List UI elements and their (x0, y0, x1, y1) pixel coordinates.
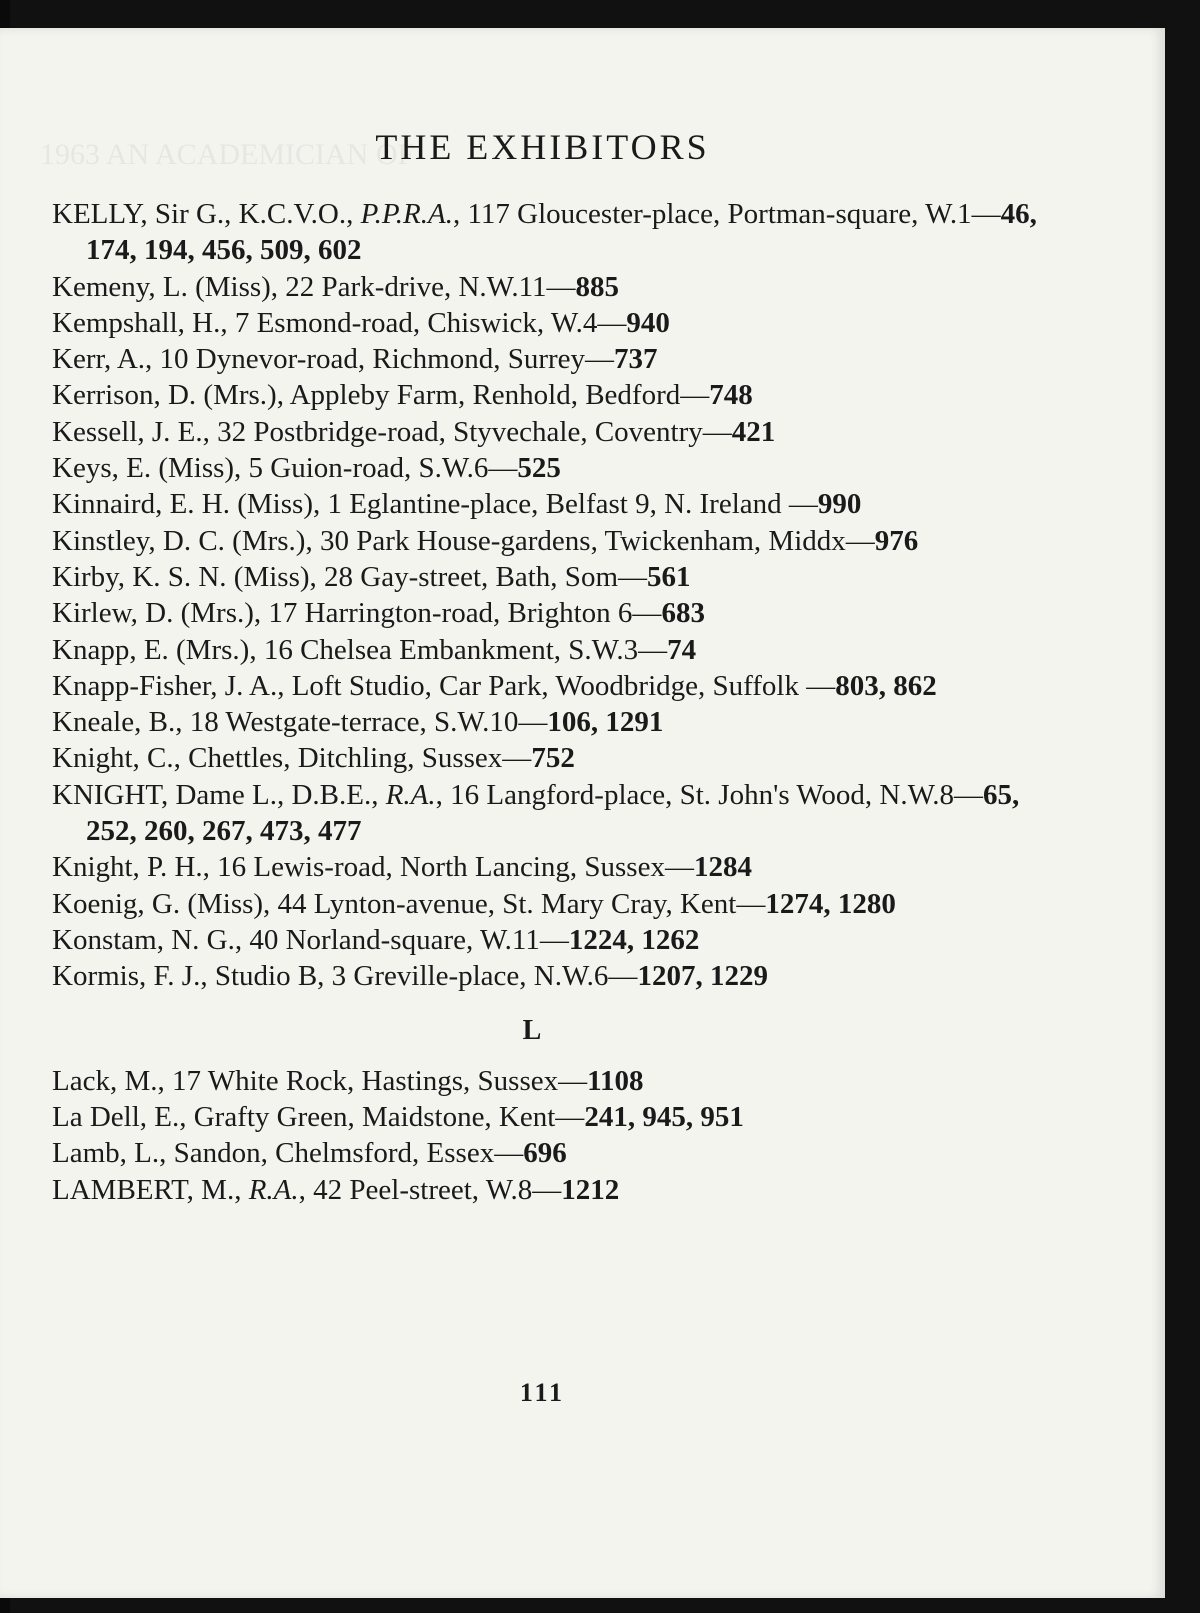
entry-name: KNIGHT, Dame L., D.B.E., (52, 778, 386, 811)
exhibitor-entry (52, 849, 1052, 885)
exhibitor-list (52, 196, 1052, 1208)
entry-nums: 803, 862 (835, 669, 937, 702)
entries-l (52, 1063, 1052, 1208)
entry-nums: 1284 (693, 851, 752, 884)
exhibitor-entry (52, 632, 1052, 668)
entry-name: Knight, C., Chettles, Ditchling, Sussex— (52, 742, 532, 775)
entry-nums: 1108 (587, 1064, 644, 1097)
entry-nums: 1207, 1229 (637, 960, 768, 993)
show-through-text: 1963 AN ACADEMICIAN OF (40, 138, 415, 171)
entry-name: Knapp, E. (Mrs.), 16 Chelsea Embankment, S.W.3— (52, 633, 668, 666)
entry-name: Kempshall, H., 7 Esmond-road, Chiswick, W.4— (52, 306, 627, 339)
entry-address: , 42 Peel-street, W.8— (298, 1173, 562, 1206)
entry-nums: 525 (517, 452, 561, 485)
exhibitor-entry (52, 1172, 1052, 1208)
entry-name: Kerrison, D. (Mrs.), Appleby Farm, Renhold, Bedford— (52, 379, 710, 412)
exhibitor-entry (52, 886, 1052, 922)
entry-nums: 990 (817, 488, 862, 521)
exhibitor-entry (52, 559, 1052, 595)
entry-name: Kessell, J. E., 32 Postbridge-road, Styvechale, Coventry— (52, 415, 732, 448)
exhibitor-entry (52, 341, 1052, 377)
entry-rank: R.A. (248, 1173, 299, 1206)
entry-nums: 683 (661, 597, 705, 630)
exhibitor-entry (52, 704, 1052, 740)
entry-name: Knight, P. H., 16 Lewis-road, North Lancing, Sussex— (52, 851, 694, 884)
entry-nums: 940 (626, 306, 670, 339)
entry-name: Kneale, B., 18 Westgate-terrace, S.W.10— (52, 706, 548, 739)
exhibitor-entry (52, 1063, 1052, 1099)
entry-name: Kemeny, L. (Miss), 22 Park-drive, N.W.11— (52, 270, 576, 303)
exhibitor-entry (52, 668, 1052, 704)
exhibitor-entry (52, 777, 1052, 850)
entry-name: Lack, M., 17 White Rock, Hastings, Sussex— (52, 1064, 588, 1097)
entry-name: Kinstley, D. C. (Mrs.), 30 Park House-gardens, Twickenham, Middx— (52, 524, 875, 557)
exhibitor-entry (52, 523, 1052, 559)
entry-nums: 421 (731, 415, 776, 448)
entry-name: LAMBERT, M., (52, 1173, 249, 1206)
entry-nums: 1224, 1262 (568, 923, 700, 956)
entry-name: Kirby, K. S. N. (Miss), 28 Gay-street, Bath, Som— (52, 560, 647, 593)
exhibitor-entry (52, 1099, 1052, 1135)
entry-nums: 752 (531, 742, 575, 775)
entry-name: Keys, E. (Miss), 5 Guion-road, S.W.6— (52, 452, 518, 485)
entry-name: KELLY, Sir G., K.C.V.O., (52, 198, 361, 230)
exhibitor-entry (52, 450, 1052, 486)
exhibitor-entry (52, 305, 1052, 341)
exhibitor-entry (52, 740, 1052, 776)
page-title: THE EXHIBITORS (375, 127, 710, 167)
entry-nums: 976 (874, 524, 919, 557)
exhibitor-entry (52, 958, 1052, 994)
entry-nums: 74 (667, 633, 697, 666)
entry-nums: 561 (647, 560, 691, 593)
entry-nums: 241, 945, 951 (584, 1101, 744, 1134)
entry-name: Knapp-Fisher, J. A., Loft Studio, Car Park, Woodbridge, Suffolk — (52, 669, 836, 702)
entry-name: Kirlew, D. (Mrs.), 17 Harrington-road, Brighton 6— (52, 597, 662, 630)
entry-nums: 46, 174, 194, 456, 509, 602 (86, 198, 1037, 267)
entry-address: , 117 Gloucester-place, Portman-square, W.1— (453, 198, 1001, 230)
entry-nums: 1212 (561, 1173, 620, 1206)
entry-name: Koenig, G. (Miss), 44 Lynton-avenue, St. Mary Cray, Kent— (52, 887, 766, 920)
entry-nums: 748 (709, 379, 753, 412)
entry-name: Kerr, A., 10 Dynevor-road, Richmond, Surrey— (52, 343, 615, 376)
entry-nums: 65, 252, 260, 267, 473, 477 (86, 778, 1020, 848)
entry-name: Lamb, L., Sandon, Chelmsford, Essex— (52, 1137, 524, 1170)
exhibitor-entry (52, 922, 1052, 958)
entry-nums: 696 (523, 1137, 567, 1170)
section-letter: L (522, 1014, 542, 1046)
entries-k (52, 196, 1052, 995)
entry-name: Konstam, N. G., 40 Norland-square, W.11— (52, 923, 569, 956)
entry-rank: R.A. (385, 778, 436, 811)
exhibitor-entry (52, 377, 1052, 413)
entry-nums: 1274, 1280 (765, 887, 896, 920)
entry-name: Kinnaird, E. H. (Miss), 1 Eglantine-place, Belfast 9, N. Ireland — (52, 488, 818, 521)
exhibitor-entry (52, 1135, 1052, 1171)
entry-name: La Dell, E., Grafty Green, Maidstone, Kent— (52, 1101, 585, 1134)
exhibitor-entry (52, 486, 1052, 522)
entry-nums: 106, 1291 (547, 706, 664, 739)
exhibitor-entry (52, 414, 1052, 450)
exhibitor-entry (52, 595, 1052, 631)
entry-rank: P.P.R.A. (360, 198, 453, 230)
entry-address: , 16 Langford-place, St. John's Wood, N.W.8— (435, 778, 984, 811)
page-sheet (0, 28, 1165, 1598)
entry-nums: 737 (614, 343, 658, 376)
entry-nums: 885 (575, 270, 620, 303)
entry-name: Kormis, F. J., Studio B, 3 Greville-place, N.W.6— (52, 960, 638, 993)
exhibitor-entry (52, 269, 1052, 305)
exhibitor-entry (52, 196, 1052, 269)
page-number: 111 (519, 1378, 566, 1407)
